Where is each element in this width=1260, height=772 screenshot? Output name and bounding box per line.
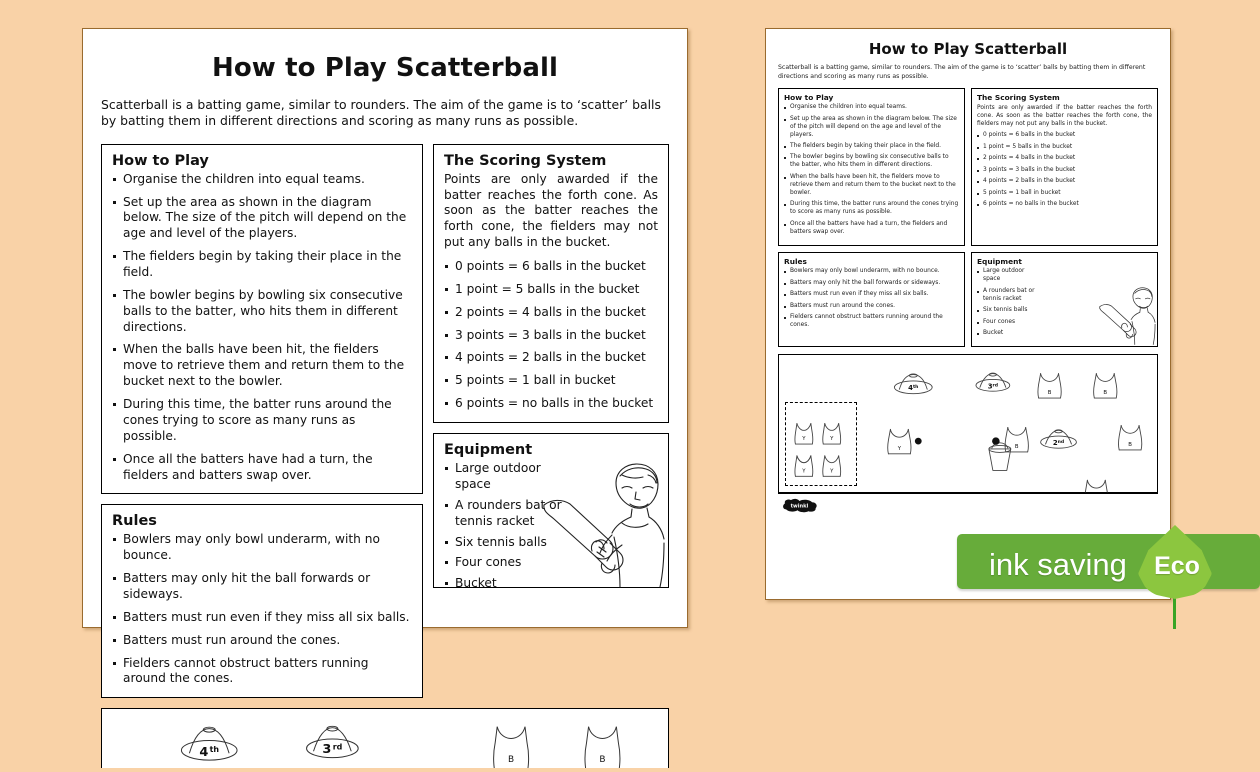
list-item: Batters must run around the cones. bbox=[112, 633, 412, 649]
list-item: The fielders begin by taking their place in the field. bbox=[112, 249, 412, 281]
thumb-equipment-box bbox=[971, 252, 1158, 347]
list-item: Set up the area as shown in the diagram below. The size of the pitch will depend on the age and level of the players. bbox=[112, 195, 412, 243]
equipment-box bbox=[433, 433, 669, 591]
pitch-diagram-thumb bbox=[778, 354, 1158, 494]
list-item: Batters must run even if they miss all six balls. bbox=[112, 610, 412, 626]
list-item: 3 points = 3 balls in the bucket bbox=[977, 167, 1152, 175]
equipment-list bbox=[444, 461, 658, 592]
thumb-rules-column bbox=[778, 252, 965, 347]
rules-list bbox=[112, 532, 412, 687]
svg-text:4 th: 4 $^{th}$ bbox=[199, 744, 220, 761]
list-item: 0 points = 6 balls in the bucket bbox=[977, 132, 1152, 140]
thumb-equipment-heading: Equipment bbox=[977, 257, 1022, 267]
svg-text:B: B bbox=[1047, 390, 1052, 397]
list-item: When the balls have been hit, the fielders move to retrieve them and return them to the bucket next to the bowler. bbox=[112, 342, 412, 390]
ink-saving-eco-badge bbox=[957, 525, 1260, 598]
svg-text:Y: Y bbox=[802, 436, 806, 443]
main-page-content bbox=[83, 29, 687, 698]
list-item: Bowlers may only bowl underarm, with no bounce. bbox=[112, 532, 412, 564]
thumb-left-column bbox=[778, 88, 965, 246]
ball-icon bbox=[915, 438, 922, 445]
list-item: 1 point = 5 balls in the bucket bbox=[977, 144, 1152, 152]
thumb-page-footer bbox=[778, 494, 1158, 518]
list-item: During this time, the batter runs around the cones trying to score as many runs as possible. bbox=[112, 397, 412, 445]
thumb-how-to-play-box bbox=[778, 88, 965, 246]
scoring-system-heading: The Scoring System bbox=[444, 152, 607, 169]
thumb-section-grid-bottom bbox=[778, 252, 1158, 347]
list-item: Batters must run around the cones. bbox=[784, 303, 959, 311]
svg-text:4th: 4th bbox=[908, 384, 919, 393]
svg-text:3rd: 3rd bbox=[987, 382, 999, 391]
thumb-pitch-diagram-svg bbox=[779, 355, 1157, 492]
thumb-rules-list bbox=[784, 268, 959, 330]
eco-badge-bar-label: ink saving bbox=[989, 547, 1127, 582]
list-item: 6 points = no balls in the bucket bbox=[977, 201, 1152, 209]
rules-heading: Rules bbox=[112, 513, 157, 530]
svg-text:3 rd: 3 $^{rd}$ bbox=[322, 742, 343, 758]
list-item: Once all the batters have had a turn, the fielders and batters swap over. bbox=[784, 221, 959, 237]
scoring-system-body: Points are only awarded if the batter reaches the forth cone. As soon as the batter reaches the forth cone, the fielders may not put any balls in the bucket. bbox=[444, 171, 658, 250]
thumb-scoring-system-box bbox=[971, 88, 1158, 246]
list-item: When the balls have been hit, the fielders move to retrieve them and return them to the bucket next to the bowler. bbox=[784, 174, 959, 198]
list-item: Set up the area as shown in the diagram below. The size of the pitch will depend on the age and level of the players. bbox=[784, 116, 959, 140]
thumb-equipment-column bbox=[971, 252, 1158, 347]
thumb-intro-paragraph: Scatterball is a batting game, similar to rounders. The aim of the game is to ‘scatter’ balls by batting them in different directions and scoring as many runs as possible. bbox=[778, 64, 1146, 80]
thumb-batter-illustration bbox=[1096, 284, 1156, 346]
list-item: A rounders bat or tennis racket bbox=[444, 498, 579, 530]
thumb-how-to-play-heading: How to Play bbox=[784, 93, 834, 103]
pitch-diagram-main bbox=[101, 708, 669, 768]
list-item: The bowler begins by bowling six consecutive balls to the batter, who hits them in different directions. bbox=[784, 154, 959, 170]
list-item: 4 points = 2 balls in the bucket bbox=[977, 178, 1152, 186]
worksheet-page-thumbnail[interactable] bbox=[765, 28, 1171, 600]
how-to-play-list bbox=[112, 172, 412, 484]
thumb-scoring-system-heading: The Scoring System bbox=[977, 93, 1060, 103]
svg-text:B: B bbox=[599, 755, 606, 766]
svg-text:Y: Y bbox=[802, 468, 806, 475]
svg-text:B: B bbox=[1103, 390, 1108, 397]
svg-text:Y: Y bbox=[897, 446, 902, 453]
thumb-section-grid-top bbox=[778, 88, 1158, 246]
list-item: Once all the batters have had a turn, the fielders and batters swap over. bbox=[112, 452, 412, 484]
scoring-system-box bbox=[433, 144, 669, 423]
list-item: The bowler begins by bowling six consecutive balls to the batter, who hits them in different directions. bbox=[112, 288, 412, 336]
page-title: How to Play Scatterball bbox=[211, 53, 559, 83]
list-item: Batters may only hit the ball forwards or sideways. bbox=[784, 280, 959, 288]
thumb-rules-box bbox=[778, 252, 965, 347]
list-item: 1 point = 5 balls in the bucket bbox=[444, 282, 658, 298]
list-item: Batters must run even if they miss all six balls. bbox=[784, 291, 959, 299]
list-item: 3 points = 3 balls in the bucket bbox=[444, 328, 658, 344]
list-item: Bucket bbox=[444, 576, 579, 592]
thumb-page-title: How to Play Scatterball bbox=[868, 40, 1068, 58]
list-item: 4 points = 2 balls in the bucket bbox=[444, 350, 658, 366]
svg-text:B: B bbox=[508, 755, 515, 766]
list-item: Six tennis balls bbox=[444, 535, 579, 551]
list-item: 5 points = 1 ball in bucket bbox=[977, 190, 1152, 198]
left-column bbox=[101, 144, 423, 698]
ball-icon bbox=[992, 438, 1000, 445]
list-item: Fielders cannot obstruct batters running around the cones. bbox=[784, 314, 959, 330]
how-to-play-heading: How to Play bbox=[112, 152, 209, 169]
thumb-page-content bbox=[766, 29, 1170, 518]
pitch-diagram-svg bbox=[102, 709, 668, 768]
equipment-heading: Equipment bbox=[444, 442, 533, 459]
rules-box bbox=[101, 504, 423, 698]
worksheet-page-main[interactable] bbox=[82, 28, 688, 766]
list-item: Bucket bbox=[977, 330, 1039, 338]
thumb-how-to-play-list bbox=[784, 104, 959, 237]
list-item: 0 points = 6 balls in the bucket bbox=[444, 259, 658, 275]
svg-text:Y: Y bbox=[830, 436, 834, 443]
list-item: During this time, the batter runs around the cones trying to score as many runs as possible. bbox=[784, 201, 959, 217]
thumb-scoring-system-body: Points are only awarded if the batter reaches the forth cone. As soon as the batter reaches the forth cone, the fielders may not put any balls in the bucket. bbox=[977, 105, 1152, 128]
list-item: 6 points = no balls in the bucket bbox=[444, 396, 658, 412]
list-item: Bowlers may only bowl underarm, with no bounce. bbox=[784, 268, 959, 276]
thumb-scoring-list bbox=[977, 132, 1152, 209]
right-column bbox=[433, 144, 669, 591]
eco-badge-leaf-label: Eco bbox=[1154, 552, 1200, 580]
list-item: Six tennis balls bbox=[977, 307, 1039, 315]
list-item: 5 points = 1 ball in bucket bbox=[444, 373, 658, 389]
svg-text:Y: Y bbox=[830, 468, 834, 475]
thumb-right-column bbox=[971, 88, 1158, 246]
list-item: Organise the children into equal teams. bbox=[112, 172, 412, 188]
list-item: Organise the children into equal teams. bbox=[784, 104, 959, 112]
twinkl-logo-icon bbox=[782, 498, 818, 513]
list-item: Four cones bbox=[444, 555, 579, 571]
intro-paragraph: Scatterball is a batting game, similar to rounders. The aim of the game is to ‘scatter’ balls by batting them in different directions and scoring as many runs as possible. bbox=[101, 97, 661, 129]
svg-text:2nd: 2nd bbox=[1052, 439, 1065, 448]
list-item: A rounders bat or tennis racket bbox=[977, 288, 1039, 304]
svg-text:twinkl: twinkl bbox=[790, 503, 809, 510]
main-section-grid bbox=[101, 144, 669, 698]
thumb-rules-heading: Rules bbox=[784, 257, 807, 267]
list-item: Batters may only hit the ball forwards or sideways. bbox=[112, 571, 412, 603]
list-item: 2 points = 4 balls in the bucket bbox=[444, 305, 658, 321]
list-item: 2 points = 4 balls in the bucket bbox=[977, 155, 1152, 163]
how-to-play-box bbox=[101, 144, 423, 495]
list-item: The fielders begin by taking their place in the field. bbox=[784, 143, 959, 151]
svg-text:B: B bbox=[1128, 442, 1132, 449]
list-item: Large outdoor space bbox=[977, 268, 1039, 284]
scoring-list bbox=[444, 259, 658, 412]
list-item: Fielders cannot obstruct batters running around the cones. bbox=[112, 656, 412, 688]
list-item: Large outdoor space bbox=[444, 461, 579, 493]
svg-text:B: B bbox=[1014, 444, 1019, 451]
list-item: Four cones bbox=[977, 319, 1039, 327]
